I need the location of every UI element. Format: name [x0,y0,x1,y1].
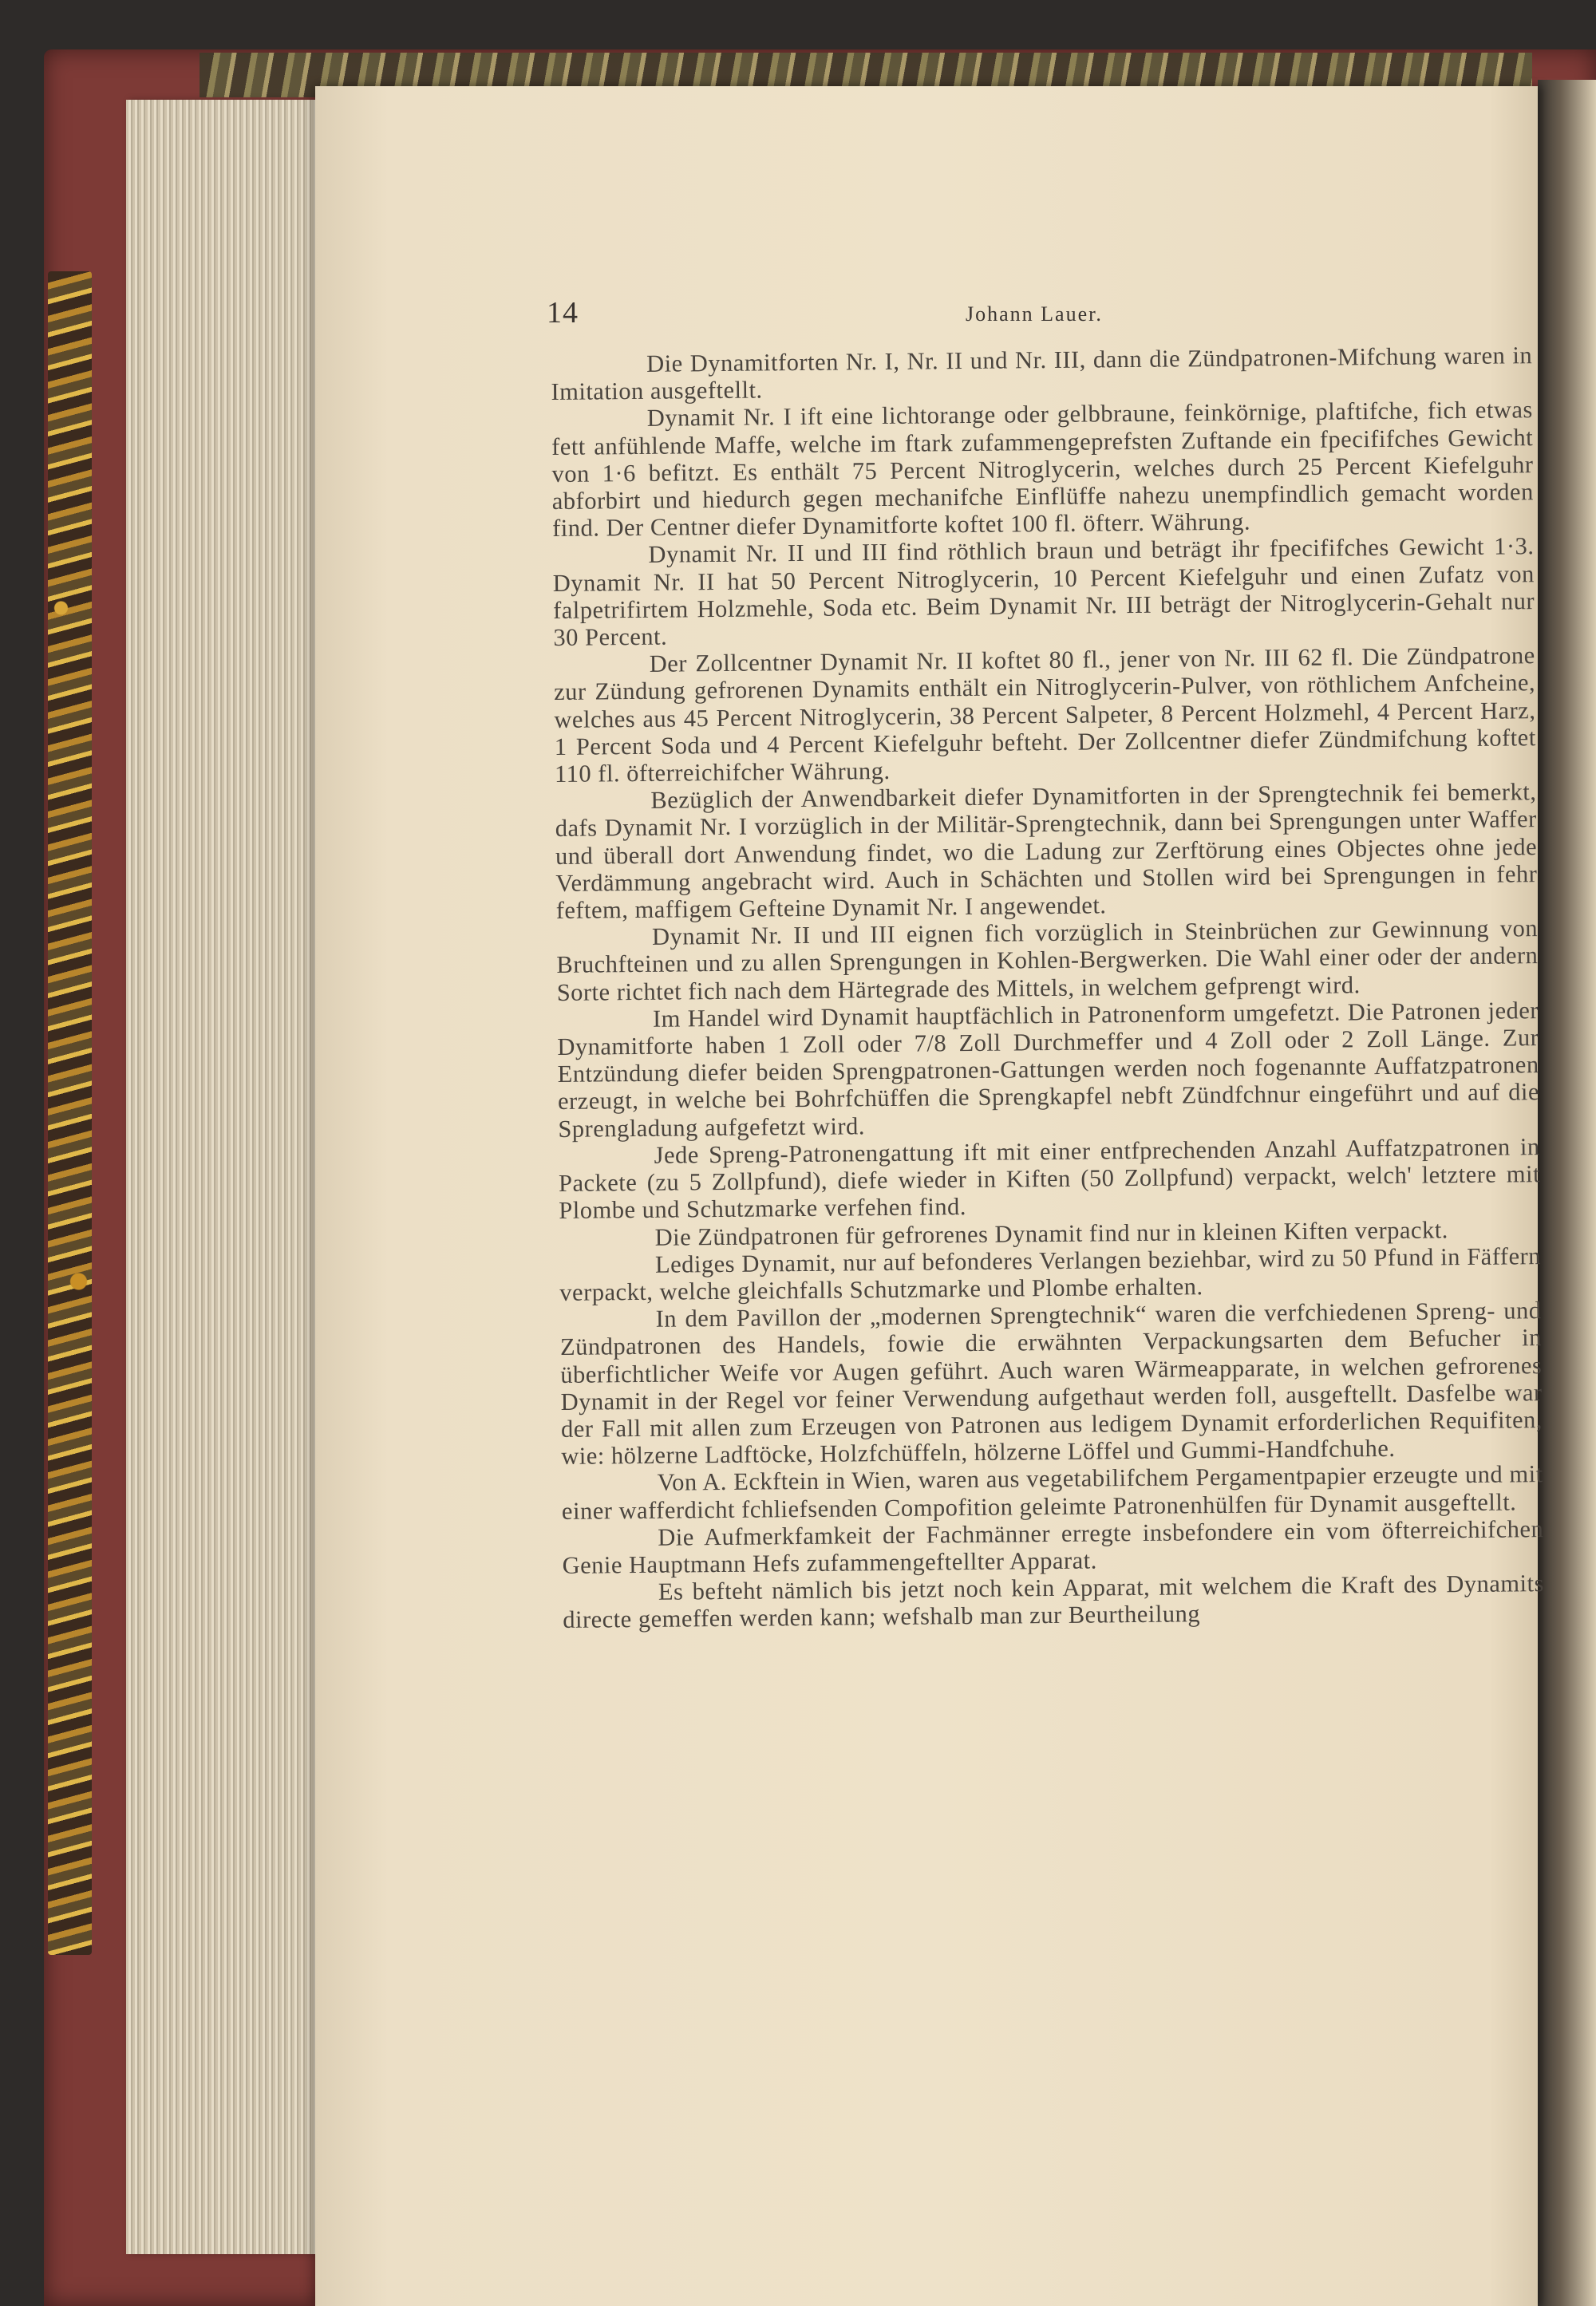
running-head: Johann Lauer. [966,302,1103,326]
paragraph: Bezüglich der Anwendbarkeit diefer Dynamitforten in der Sprengtechnik fei bemerkt, dafs Dynamit Nr. I vorzüglich in der Militär-Sprengtechnik, dann bei Sprengungen unter Waffer und überall dort Anwendung findet, wo die Ladung zur Zerftörung eines Objectes ohne jede Verdämmung angebracht wird. Auch in Schächten und Stollen wird bei Sprengungen in fehr feftem, maffigem Gefteine Dynamit Nr. I angewendet. [555,778,1538,925]
paragraph: Jede Spreng-Patronengattung ift mit einer entfprechenden Anzahl Auffatzpatronen in Packete (zu 5 Zollpfund), diefe wieder in Kiften (50 Zollpfund) verpackt, welch' letztere mit Plombe und Schutzmarke verfehen find. [558,1133,1541,1225]
paragraph: Die Zündpatronen für gefrorenes Dynamit find nur in kleinen Kiften verpackt. [654,1215,1448,1251]
paragraph: Es befteht nämlich bis jetzt noch kein Apparat, mit welchem die Kraft des Dynamits directe gemeffen werden kann; wefshalb man zur Beurtheilung [563,1570,1545,1634]
paragraph: Dynamit Nr. II und III find röthlich braun und beträgt ihr fpecififches Gewicht 1·3. Dynamit Nr. II hat 50 Percent Nitroglycerin, 10 Percent Kiefelguhr und einen Zufatz von falpetrifirtem Holzmehle, Soda etc. Beim Dynamit Nr. III beträgt der Nitroglycerin-Gehalt nur 30 Percent. [552,532,1535,652]
paragraph: Von A. Eckftein in Wien, waren aus vegetabilifchem Pergamentpapier erzeugte und mit einer wafferdicht fchliefsenden Compofition geleimte Patronenhülfen für Dynamit ausgeftellt. [561,1460,1543,1525]
paragraph: Die Aufmerkfamkeit der Fachmänner erregte insbefondere ein vom öfterreichifchen Genie Hauptmann Hefs zufammengeftellter Apparat. [562,1514,1544,1579]
page-number: 14 [547,296,579,330]
paragraph: Die Dynamitforten Nr. I, Nr. II und Nr. III, dann die Zündpatronen-Mifchung waren in Imitation ausgeftellt. [551,342,1533,406]
paragraph: Im Handel wird Dynamit hauptfächlich in Patronenform umgefetzt. Die Patronen jeder Dynamitforte haben 1 Zoll oder 7/8 Zoll Durchmeffer und 4 Zoll oder 2 Zoll Länge. Zur Entzündung diefer beiden Sprengpatronen-Gattungen werden noch fogenannte Auffatzpatronen erzeugt, in welche bei Bohrfchüffen die Sprengkapfel nebft Zündfchnur eingeführt und auf die Sprengladung aufgefetzt wird. [557,997,1540,1143]
paragraph: Der Zollcentner Dynamit Nr. II koftet 80 fl., jener von Nr. III 62 fl. Die Zündpatrone zur Zündung gefrorenen Dynamits enthält ein Nitroglycerin-Pulver, von röthlichem Anfcheine, welches aus 45 Percent Nitroglycerin, 38 Percent Salpeter, 8 Percent Holzmehl, 4 Percent Harz, 1 Percent Soda und 4 Percent Kiefelguhr befteht. Der Zollcentner diefer Zündmifchung koftet 110 fl. öfterreichifcher Währung. [553,642,1536,788]
body-text [551,342,1544,1633]
marbled-endpaper [48,271,92,1955]
paragraph: Dynamit Nr. I ift eine lichtorange oder gelbbraune, feinkörnige, plaftifche, fich etwas fett anfühlende Maffe, welche im ftark zufammengeprefsten Zuftande ein fpecififches Gewicht von 1·6 befitzt. Es enthält 75 Percent Nitroglycerin, welches durch 25 Percent Kiefelguhr abforbirt und hiedurch gegen mechanifche Einflüffe nahezu unempfindlich gemacht worden find. Der Centner diefer Dynamitforte koftet 100 fl. öfterr. Währung. [551,396,1534,543]
right-page-edge [1538,80,1596,2306]
paragraph: Lediges Dynamit, nur auf befonderes Verlangen beziehbar, wird zu 50 Pfund in Fäffern verpackt, welche gleichfalls Schutzmarke und Plombe erhalten. [559,1242,1542,1306]
paragraph: In dem Pavillon der „modernen Sprengtechnik“ waren die verfchiedenen Spreng- und Zündpatronen des Handels, fowie die erwähnten Verpackungsarten dem Befucher in überfichtlicher Weife vor Augen geführt. Auch waren Wärmeapparate, in welchen gefrorenes Dynamit in der Regel vor feiner Verwendung aufgethaut werden foll, ausgeftellt. Dasfelbe war der Fall mit allen zum Erzeugen von Patronen aus ledigem Dynamit erforderlichen Requifiten, wie: hölzerne Ladftöcke, Holzfchüffeln, hölzerne Löffel und Gummi-Handfchuhe. [559,1297,1543,1471]
paragraph: Dynamit Nr. II und III eignen fich vorzüglich in Steinbrüchen zur Gewinnung von Bruchfteinen und zu allen Sprengungen in Kohlen-Bergwerken. Die Wahl einer oder der andern Sorte richtet fich nach dem Härtegrade des Mittels, in welchem gefprengt wird. [556,914,1539,1006]
page-header [547,295,1544,335]
